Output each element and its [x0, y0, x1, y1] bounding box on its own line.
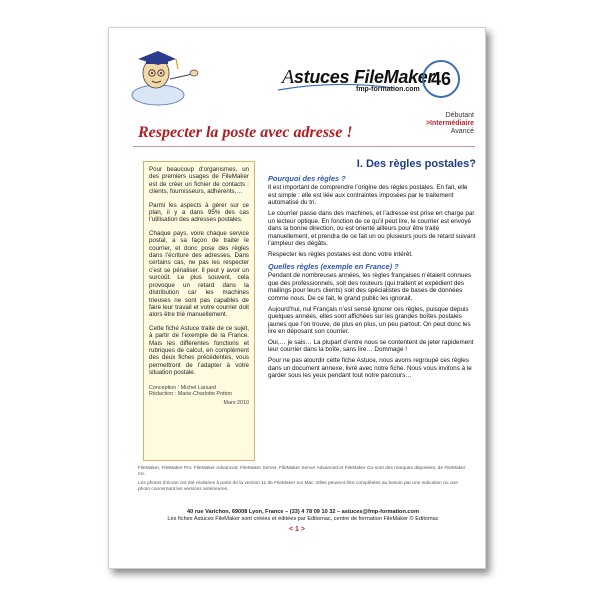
main-content	[268, 158, 476, 383]
page-title: Respecter la poste avec adresse !	[138, 124, 353, 141]
level-intermediate: >Intermédiaire	[425, 120, 474, 127]
level-beginner: Débutant	[445, 112, 474, 119]
sidebar-paragraph: Cette fiche Astuce traite de ce sujet, à partir de l’exemple de la France. Mais les différentes fonctions et rubriques de calcul, en complément des deux fiches précédentes, vous permettront de l’adapter à votre situation postale.	[149, 324, 249, 377]
content-paragraph: Pour ne pas alourdir cette fiche Astuce, nous avons regroupé ces règles dans un document annexe, livré avec notre fiche. Nous vous invitons à le garder sous les yeux pendant tout notre parcours…	[268, 357, 472, 380]
publisher-line: Les fiches Astuces FileMaker sont créées et éditées par Editomac, centre de formation FileMaker © Editomac	[167, 516, 439, 522]
credit-redaction: Rédaction : Marie-Charlotte Potton	[149, 391, 232, 398]
level-list	[408, 112, 474, 136]
credit-conception: Conception : Michel Larsard	[149, 384, 217, 391]
content-paragraph: Pendant de nombreuses années, les règles françaises n’étaient connues que des professionnels, soit des routeurs (qui traitent et expédient des mailings pour leurs clients) soit des spécialistes de bases de données comme nous. De ce fait, le grand public les ignorait.	[268, 272, 472, 302]
page-number[interactable]: < 1 >	[289, 526, 305, 533]
content-paragraph: Oui,… je sais… La plupart d’entre nous se contentent de jeter rapidement leur courrier dans la boîte, sans lire… Dommage !	[268, 338, 474, 354]
subheading-pourquoi: Pourquoi des règles ?	[268, 173, 346, 183]
issue-number-badge: 46	[422, 60, 460, 98]
brand-logo	[282, 66, 435, 106]
section-title: I. Des règles postales?	[356, 158, 476, 170]
subheading-quelles: Quelles règles (exemple en France) ?	[268, 261, 399, 271]
content-paragraph: Le courrier passe dans des machines, et l’adresse est prise en charge par un lecteur optique. En fonction de ce qu’il peut lire, le courrier est envoyé dans la bonne direction, ou est orienté ailleurs pour être traité manuellement, et prendra de ce fait un ou plusieurs jours de retard suivant l’ampleur des dégâts.	[268, 209, 476, 248]
intro-sidebar	[143, 161, 255, 461]
screenshot-note: Les photos d’écran ont été réalisées à partir de la version 11 de FileMaker sur Mac. Elles peuvent être complétées au besoin par une indication ou une photo concernant les versions antérieures.	[138, 481, 458, 492]
professor-mascot-icon	[128, 45, 202, 107]
sidebar-paragraph: Parmi les aspects à gérer sur ce plan, il y a dans 95% des cas l’utilisation des adresses postales.	[149, 201, 249, 224]
brand-rest: stuces FileMaker	[293, 67, 435, 87]
content-paragraph: Respecter les règles postales est donc votre intérêt.	[268, 250, 413, 258]
brand-prefix: A	[282, 66, 294, 88]
title-divider	[133, 146, 475, 147]
trademark-note: FileMaker, FileMaker Pro, FileMaker Advanced, FileMaker Server, FileMaker Server Advanced et FileMaker Go sont des marques déposées, de FileMaker Inc.	[138, 466, 466, 477]
sidebar-paragraph: Chaque pays, voire chaque service postal, a sa façon de traiter le courrier, et donc pose des règles dans l’écriture des adresses. Dans certains cas, ne pas les respecter c’est se pénaliser. Il peut y avoir un surcoût. Le plus souvent, cela provoque un retard dans la distribution car les machines trieuses ne sont pas capables de faire leur travail et votre courrier doit alors être trié manuellement.	[149, 229, 249, 319]
publication-date: Mars 2010	[223, 400, 249, 407]
sidebar-paragraph: Pour beaucoup d’organismes, un des premiers usages de FileMaker est de créer un fichier de contacts : clients, fournisseurs, adhérents,…	[149, 166, 249, 196]
address-line: 40 rue Varichon, 69008 Lyon, France – (33) 4 78 09 10 32 – astuces@fmp-formation.com	[187, 509, 419, 515]
level-advanced: Avancé	[450, 128, 474, 135]
credits	[149, 385, 249, 399]
content-paragraph: Il est important de comprendre l’origine des règles postales. En fait, elle est simple : elle est liée aux contraintes imposées par le traitement automatisé du tri.	[268, 184, 468, 207]
brand-url: fmp-formation.com	[356, 86, 420, 93]
footer-address	[138, 509, 468, 523]
footer-notes	[138, 466, 468, 496]
content-paragraph: Aujourd’hui, nul Français n’est sensé ignorer ces règles, puisque depuis quelques années, elles sont affichées sur les grandes boîtes postales jaunes que l’on trouve, de plus en plus, un peu partout. On peut donc les lire en déposant son courrier.	[268, 305, 471, 336]
